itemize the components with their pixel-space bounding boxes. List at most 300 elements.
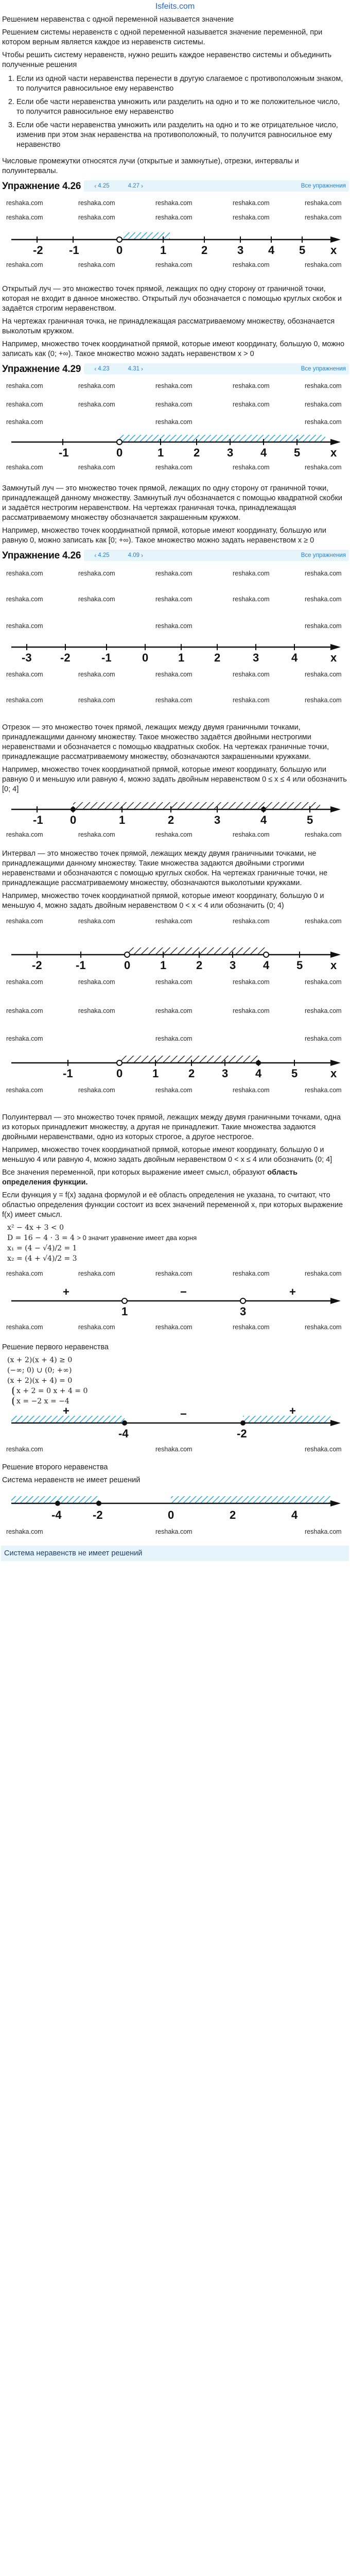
watermark: reshaka.com	[6, 1446, 43, 1453]
segment-definition: Отрезок — это множество точек прямой, лежащих между двумя граничными точками, принадлежащими данному множеству. Такое множество задаётся двойными нестрогими неравенствами и обозначается с помощью квадратных скобок. На чертежах граничные точки, принадлежащие рассматриваемому множеству, обозначаются закрашенными кружками.	[2, 723, 329, 761]
next-label: 4.27	[128, 182, 140, 189]
tick-label: 4	[263, 959, 270, 972]
axis-arrow-icon	[330, 806, 341, 812]
watermark: reshaka.com	[233, 697, 270, 704]
watermark: reshaka.com	[305, 382, 342, 389]
tick-label: -1	[59, 446, 69, 459]
watermark: reshaka.com	[305, 1087, 342, 1094]
watermark: reshaka.com	[305, 918, 342, 925]
filled-point	[240, 1420, 246, 1426]
interval-example: Например, множество точек координатной прямой, которые имеют координату, большую 0 и меньшую 4, можно задать двойным неравенством 0 < x < 4 или обозначить (0; 4)	[2, 892, 324, 910]
intervals-intro: Числовые промежутки относятся лучи (открытые и замкнутые), отрезки, интервалы и полуинтервалы.	[2, 157, 299, 175]
tick-label: -2	[33, 244, 43, 257]
all-exercises-link[interactable]: Все упражнения	[301, 182, 346, 189]
exercise-title: Упражнение 4.29	[2, 363, 81, 375]
watermark: reshaka.com	[233, 978, 270, 986]
watermark: reshaka.com	[233, 382, 270, 389]
axis-name: x	[330, 651, 337, 664]
prev-label: 4.25	[98, 552, 110, 558]
watermark: reshaka.com	[6, 418, 43, 426]
watermark: reshaka.com	[6, 214, 43, 221]
open-ray-example: Например, множество точек координатной прямой, которые имеют координату, большую 0, можно записать как (0; +∞). Такое множество можно задать неравенством x > 0	[2, 340, 345, 358]
watermark: reshaka.com	[6, 831, 43, 838]
watermark: reshaka.com	[305, 1528, 342, 1535]
open-point	[117, 237, 122, 242]
filled-point	[55, 1501, 60, 1506]
prev-exercise-button[interactable]	[87, 181, 116, 191]
watermark: reshaka.com	[155, 1528, 192, 1535]
discriminant-note: > 0 значит уравнение имеет два корня	[77, 1234, 197, 1242]
watermark: reshaka.com	[78, 401, 115, 408]
tick-label: -1	[33, 814, 43, 826]
watermark: reshaka.com	[78, 261, 115, 268]
number-line-figure	[1, 796, 349, 827]
open-point	[264, 952, 269, 957]
exercise-header	[1, 180, 349, 192]
axis-name: x	[330, 446, 337, 459]
all-exercises-link[interactable]: Все упражнения	[301, 552, 346, 558]
watermark: reshaka.com	[233, 261, 270, 268]
watermark: reshaka.com	[6, 1528, 43, 1535]
tick-label: 2	[196, 959, 203, 972]
watermark: reshaka.com	[6, 671, 43, 678]
watermark: reshaka.com	[6, 622, 43, 630]
chevron-right-icon: ›	[141, 365, 144, 372]
watermark: reshaka.com	[78, 382, 115, 389]
system-line: x + 2 = 0 x + 4 = 0	[16, 1387, 88, 1395]
sign-label: +	[63, 1285, 69, 1298]
answer-banner: Система неравенств не имеет решений	[1, 1546, 349, 1561]
watermark: reshaka.com	[6, 978, 43, 986]
tick-label: 2	[201, 244, 208, 257]
next-exercise-button[interactable]	[121, 551, 150, 561]
shaded-region	[171, 1496, 330, 1503]
watermark-band	[1, 1318, 349, 1341]
watermark-band	[1, 972, 349, 1049]
exercise-title: Упражнение 4.26	[2, 180, 81, 192]
formula-line: x₂ = (4 + √4)/2 = 3	[7, 1255, 77, 1263]
shaded-region	[119, 1056, 258, 1063]
exercise-nav	[84, 363, 349, 375]
axis-arrow-icon	[330, 1298, 341, 1304]
watermark: reshaka.com	[155, 1324, 192, 1331]
watermark: reshaka.com	[233, 671, 270, 678]
watermark: reshaka.com	[305, 261, 342, 268]
tick-label: 0	[142, 651, 149, 664]
watermark: reshaka.com	[6, 570, 43, 577]
tick-label: 3	[240, 1305, 247, 1318]
number-line-e	[1, 941, 349, 972]
watermark: reshaka.com	[305, 1446, 342, 1453]
watermark: reshaka.com	[233, 596, 270, 603]
next-label: 4.09	[128, 552, 140, 558]
tick-label: 5	[294, 446, 301, 459]
number-line-figure	[1, 226, 349, 257]
watermark: reshaka.com	[155, 199, 192, 207]
tick-label: 3	[222, 1067, 229, 1080]
segment-example: Например, множество точек координатной прямой, которые имеют координату, большую или равную 0 и меньшую или равную 4, можно задать двойным неравенством 0 ≤ x ≤ 4 или обозначить [0; 4]	[2, 766, 347, 793]
number-line-c	[1, 636, 349, 665]
tick-label: 4	[260, 446, 267, 459]
axis-name: x	[330, 959, 337, 972]
shaded-region	[127, 947, 266, 955]
tick-label: 2	[214, 651, 221, 664]
prev-label: 4.25	[98, 182, 110, 189]
watermark: reshaka.com	[305, 464, 342, 471]
watermark: reshaka.com	[6, 382, 43, 389]
tick-label: -1	[76, 959, 86, 972]
half-interval-definition: Полуинтервал — это множество точек прямой, лежащих между двумя граничными точками, одна из которых принадлежит множеству, а другая не принадлежит. Такие множества задаются двойными неравенствами, одно из которых строгое, а другое нестрогое.	[2, 1113, 341, 1141]
watermark-band	[1, 1523, 349, 1541]
number-line-f	[1, 1049, 349, 1080]
tick-label: 0	[116, 1067, 123, 1080]
watermark: reshaka.com	[305, 199, 342, 207]
watermark: reshaka.com	[233, 401, 270, 408]
tick-label: 0	[116, 446, 123, 459]
rule-item: 1. Если из одной части неравенства перенести в другую слагаемое с противоположным знаком, то получится равносильное ему неравенство	[16, 73, 347, 96]
tick-label: 3	[237, 244, 244, 257]
domain-definition	[1, 1166, 349, 1189]
sign-label: −	[180, 1408, 187, 1420]
watermark: reshaka.com	[233, 214, 270, 221]
sign-chart-3	[1, 1487, 349, 1523]
tick-label: 1	[160, 959, 167, 972]
number-line-a	[1, 226, 349, 257]
open-ray-definition: Открытый луч — это множество точек прямой, лежащих по одну сторону от граничной точки, которая не входит в данное множество. Открытый луч обозначается с помощью круглых скобок и задаётся строгим неравенством.	[2, 285, 342, 313]
tick-label: 2	[194, 446, 200, 459]
filled-point	[122, 1420, 127, 1426]
watermark-band	[1, 1080, 349, 1111]
watermark: reshaka.com	[305, 418, 342, 426]
watermark: reshaka.com	[305, 570, 342, 577]
watermark: reshaka.com	[155, 697, 192, 704]
sign-label: +	[63, 1408, 69, 1417]
tick-label: 1	[160, 244, 167, 257]
watermark: reshaka.com	[233, 1007, 270, 1014]
formula-line	[1, 1233, 349, 1243]
axis-arrow-icon	[330, 439, 341, 445]
tick-label: -1	[69, 244, 79, 257]
exercise-header	[1, 549, 349, 562]
equivalence-rules	[1, 72, 349, 155]
tick-label: 5	[307, 814, 313, 826]
sign-chart-1	[1, 1285, 349, 1318]
watermark: reshaka.com	[305, 831, 342, 838]
formula-line: x₁ = (4 − √4)/2 = 1	[7, 1244, 77, 1252]
tick-label: 3	[227, 446, 234, 459]
watermark: reshaka.com	[78, 1270, 115, 1277]
prev-exercise-button[interactable]	[87, 551, 116, 561]
watermark: reshaka.com	[155, 978, 192, 986]
watermark: reshaka.com	[155, 1035, 192, 1042]
tick-label: 4	[255, 1067, 262, 1080]
watermark: reshaka.com	[78, 697, 115, 704]
open-point	[240, 1298, 246, 1303]
domain-term: область определения функции.	[2, 1168, 298, 1187]
watermark: reshaka.com	[78, 831, 115, 838]
watermark: reshaka.com	[233, 831, 270, 838]
watermark: reshaka.com	[78, 596, 115, 603]
watermark: reshaka.com	[78, 1324, 115, 1331]
tick-label: 0	[70, 814, 77, 826]
watermark: reshaka.com	[78, 1087, 115, 1094]
watermark: reshaka.com	[6, 1087, 43, 1094]
rule-item: 3. Если обе части неравенства умножить или разделить на одно и то же отрицательное число, изменив при этом знак неравенства на противоположный, то получится равносильное ему неравенство	[16, 119, 347, 152]
tick-label: 4	[268, 244, 275, 257]
axis-arrow-icon	[330, 1060, 341, 1066]
tick-label: 2	[188, 1067, 195, 1080]
watermark: reshaka.com	[233, 918, 270, 925]
shaded-region	[119, 435, 325, 442]
tick-label: 2	[168, 814, 174, 826]
watermark: reshaka.com	[155, 1270, 192, 1277]
site-header[interactable]: Isfeits.com	[155, 2, 195, 11]
watermark: reshaka.com	[155, 622, 192, 630]
shaded-region	[243, 1416, 330, 1423]
watermark: reshaka.com	[78, 464, 115, 471]
discriminant: D = 16 − 4 · 3 = 4	[7, 1234, 75, 1242]
tick-label: -2	[237, 1427, 247, 1440]
watermark: reshaka.com	[305, 596, 342, 603]
watermark: reshaka.com	[305, 1324, 342, 1331]
formula-line: (−∞; 0) ∪ (0; +∞)	[7, 1366, 72, 1375]
shaded-region	[73, 802, 320, 809]
watermark: reshaka.com	[78, 570, 115, 577]
open-point	[117, 439, 122, 445]
open-point	[122, 1298, 127, 1303]
intro-definition: Решением неравенства с одной переменной называется значение	[2, 15, 234, 24]
formula-line: x² − 4x + 3 < 0	[7, 1224, 64, 1232]
tick-label: 1	[157, 446, 164, 459]
watermark: reshaka.com	[155, 671, 192, 678]
tick-label: -3	[22, 651, 32, 664]
sign-label: +	[289, 1408, 296, 1417]
number-line-figure	[1, 636, 349, 665]
tick-label: 3	[214, 814, 221, 826]
watermark: reshaka.com	[155, 261, 192, 268]
number-line-b	[1, 429, 349, 460]
watermark: reshaka.com	[6, 1035, 43, 1042]
watermark: reshaka.com	[305, 978, 342, 986]
chevron-right-icon: ›	[141, 182, 144, 190]
sign-chart-2	[1, 1408, 349, 1440]
watermark: reshaka.com	[155, 918, 192, 925]
watermark: reshaka.com	[233, 570, 270, 577]
axis-arrow-icon	[330, 1500, 341, 1506]
tick-label: -2	[93, 1509, 103, 1521]
open-point	[117, 1060, 122, 1065]
watermark: reshaka.com	[155, 570, 192, 577]
watermark: reshaka.com	[155, 1087, 192, 1094]
watermark-band	[1, 377, 349, 429]
watermark: reshaka.com	[233, 199, 270, 207]
tick-label: -4	[51, 1509, 62, 1521]
watermark: reshaka.com	[155, 382, 192, 389]
axis-arrow-icon	[330, 1420, 341, 1426]
closed-ray-example: Например, множество точек координатной прямой, которые имеют координату, большую или равную 0, можно записать как [0; +∞). Такое множество можно задать неравенством x ≥ 0	[2, 527, 326, 545]
tick-label: 3	[230, 959, 236, 972]
watermark: reshaka.com	[155, 596, 192, 603]
watermark-band	[1, 1265, 349, 1285]
watermark: reshaka.com	[78, 199, 115, 207]
tick-label: 2	[230, 1509, 236, 1521]
watermark-band	[1, 665, 349, 721]
watermark: reshaka.com	[6, 401, 43, 408]
watermark: reshaka.com	[155, 214, 192, 221]
tick-label: -2	[60, 651, 71, 664]
half-interval-example: Например, множество точек координатной прямой, которые имеют координату, большую 0 и меньшую 4 или равную 4, можно задать двойным неравенством 0 < x ≤ 4 или обозначить (0; 4]	[2, 1146, 332, 1164]
rule-item: 2. Если обе части неравенства умножить или разделить на одно и то же положительное число, то получится равносильное ему неравенство	[16, 96, 347, 119]
watermark: reshaka.com	[6, 596, 43, 603]
tick-label: 1	[119, 814, 126, 826]
tick-label: -1	[101, 651, 112, 664]
number-line-figure	[1, 429, 349, 460]
watermark: reshaka.com	[233, 464, 270, 471]
sign-label: −	[180, 1285, 187, 1298]
watermark-band	[1, 460, 349, 482]
solution-second-title: Решение второго неравенства	[2, 1463, 108, 1471]
sign-label: +	[289, 1285, 296, 1298]
tick-label: 1	[121, 1305, 128, 1318]
watermark-band	[1, 564, 349, 636]
watermark-band	[1, 827, 349, 848]
tick-label: -1	[63, 1067, 73, 1080]
axis-arrow-icon	[330, 236, 341, 243]
watermark: reshaka.com	[6, 199, 43, 207]
filled-point	[71, 807, 76, 812]
watermark: reshaka.com	[6, 464, 43, 471]
domain-note: Если функция y = f(x) задана формулой и её область определения не указана, то считают, что областью определения функции состоит из всех значений переменной x, при которых выражение f(x) имеет смысл.	[2, 1191, 343, 1219]
watermark: reshaka.com	[78, 978, 115, 986]
filled-point	[96, 1501, 101, 1506]
watermark: reshaka.com	[6, 918, 43, 925]
tick-label: 4	[260, 814, 267, 826]
tick-label: 4	[291, 651, 298, 664]
watermark: reshaka.com	[6, 697, 43, 704]
exercise-title: Упражнение 4.26	[2, 550, 81, 561]
solution-first-title: Решение первого неравенства	[2, 1343, 109, 1351]
axis-arrow-icon	[330, 952, 341, 958]
tick-label: 5	[291, 1067, 298, 1080]
number-line-d	[1, 796, 349, 827]
next-label: 4.31	[128, 365, 140, 372]
domain-text: Все значения переменной, при которых выражение имеет смысл, образуют	[2, 1168, 266, 1177]
tick-label: 1	[178, 651, 185, 664]
sign-chart-figure	[1, 1487, 349, 1523]
system-line: x = −2 x = −4	[16, 1397, 69, 1405]
tick-label: 5	[299, 244, 306, 257]
open-point	[125, 952, 130, 957]
solution-second-note: Система неравенств не имеет решений	[2, 1476, 141, 1484]
watermark-band	[1, 1440, 349, 1461]
watermark: reshaka.com	[6, 1324, 43, 1331]
watermark: reshaka.com	[305, 401, 342, 408]
interval-definition: Интервал — это множество точек прямой, лежащих между двумя граничными точками, не принадлежащими данному множеству. Такие множества задаются двойными строгими неравенствами и обозначаются с помощью круглых скобок. На чертежах граничные точки, не принадлежащие рассматриваемому множеству, обозначаются выколотыми кружками.	[2, 850, 328, 887]
shaded-region	[11, 1496, 99, 1503]
exercise-header	[1, 363, 349, 375]
tick-label: -2	[32, 959, 42, 972]
watermark: reshaka.com	[6, 1270, 43, 1277]
number-line-figure	[1, 941, 349, 972]
watermark: reshaka.com	[155, 418, 192, 426]
tick-label: 0	[168, 1509, 174, 1521]
closed-ray-definition: Замкнутый луч — это множество точек прямой, лежащих по одну сторону от граничной точки, принадлежащей данному множеству. Замкнутый луч обозначается с помощью квадратной скобки и задаётся нестрогим неравенством. На чертежах граничная точка, принадлежащая рассматриваемому множеству обозначается закрашенным кружком.	[2, 484, 343, 522]
chevron-left-icon: ‹	[94, 365, 97, 372]
axis-name: x	[330, 1067, 337, 1080]
filled-point	[256, 1060, 261, 1065]
sign-chart-figure	[1, 1408, 349, 1440]
formula-line: (x + 2)(x + 4) ≥ 0	[7, 1356, 73, 1364]
watermark: reshaka.com	[78, 671, 115, 678]
watermark-band	[1, 194, 349, 226]
watermark: reshaka.com	[78, 1007, 115, 1014]
prev-label: 4.23	[98, 365, 110, 372]
solve-system-method: Чтобы решить систему неравенств, нужно решить каждое неравенство системы и объединить полученные решения	[2, 51, 331, 69]
watermark: reshaka.com	[233, 1324, 270, 1331]
axis-arrow-icon	[330, 644, 341, 650]
watermark: reshaka.com	[155, 831, 192, 838]
formula-line	[1, 1386, 349, 1396]
system-brace	[12, 1397, 73, 1406]
axis-name: x	[330, 244, 337, 257]
system-brace	[12, 1386, 91, 1396]
chevron-right-icon: ›	[141, 551, 144, 559]
chevron-left-icon: ‹	[94, 182, 97, 190]
watermark: reshaka.com	[155, 1446, 192, 1453]
exercise-nav	[84, 550, 349, 561]
watermark-band	[1, 912, 349, 941]
watermark: reshaka.com	[305, 697, 342, 704]
watermark: reshaka.com	[155, 401, 192, 408]
open-ray-note: На чертежах граничная точка, не принадлежащая рассматриваемому множеству, обозначается выколотым кружком.	[2, 317, 335, 335]
solution-first-work	[1, 1355, 349, 1406]
exercise-nav	[84, 180, 349, 192]
discriminant-work	[1, 1223, 349, 1264]
watermark: reshaka.com	[233, 1087, 270, 1094]
tick-label: 3	[253, 651, 259, 664]
watermark: reshaka.com	[305, 214, 342, 221]
prev-exercise-button[interactable]	[87, 364, 116, 374]
watermark: reshaka.com	[305, 1007, 342, 1014]
watermark: reshaka.com	[6, 261, 43, 268]
tick-label: -4	[118, 1427, 129, 1440]
tick-label: 0	[116, 244, 123, 257]
watermark: reshaka.com	[305, 1035, 342, 1042]
watermark: reshaka.com	[6, 1007, 43, 1014]
system-definition: Решением системы неравенств с одной переменной называется значение переменной, при котором верным является каждое из неравенств системы.	[2, 28, 323, 46]
watermark: reshaka.com	[305, 1270, 342, 1277]
all-exercises-link[interactable]: Все упражнения	[301, 365, 346, 372]
watermark: reshaka.com	[305, 671, 342, 678]
watermark: reshaka.com	[155, 464, 192, 471]
formula-line: (x + 2)(x + 4) = 0	[7, 1377, 73, 1385]
tick-label: 5	[296, 959, 303, 972]
tick-label: 1	[152, 1067, 159, 1080]
next-exercise-button[interactable]	[121, 364, 150, 374]
watermark: reshaka.com	[78, 918, 115, 925]
sign-chart-figure	[1, 1285, 349, 1318]
next-exercise-button[interactable]	[121, 181, 150, 191]
tick-label: 4	[291, 1509, 298, 1521]
formula-line	[1, 1396, 349, 1406]
watermark: reshaka.com	[233, 1270, 270, 1277]
number-line-figure	[1, 1049, 349, 1080]
tick-label: 0	[124, 959, 131, 972]
watermark-band	[1, 257, 349, 283]
watermark: reshaka.com	[78, 214, 115, 221]
filled-point	[261, 807, 266, 812]
watermark: reshaka.com	[305, 622, 342, 630]
